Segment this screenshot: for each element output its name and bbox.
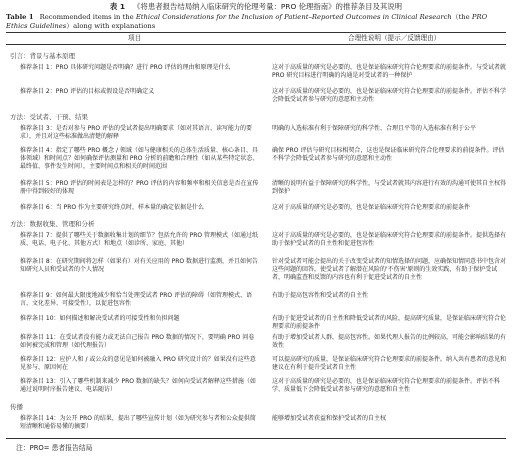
row-item: 推荐条目 7：提供了哪些关于数据收集计划的细节？包括允许的 PRO 管理模式（如通过纸质、电话、电子化、其他方式）和地点（如诊所、家庭、其他）: [20, 232, 259, 248]
column-header-item: 项目: [128, 34, 142, 42]
row-explanation: 清晰的说明有益于保障研究的科学性，与受试者就其内容进行有效的沟通可使其自主权得到保护: [272, 180, 507, 196]
row-item: 推荐条目 12：应护人和 / 或公众的意见是如何被融入 PRO 研究设计的？如果没有这些意见参与，原因何在: [20, 356, 256, 372]
row-explanation: 确保 PRO 评估与研究目标相契合，这也是保证临床研究符合伦理要求的前提条件。评估不科学会降低受试者参与研究的意愿和主动性: [272, 147, 505, 163]
title-en-italic: Ethical Considerations for the Inclusion of Patient–Reported Outcomes in Clinical Research: [135, 13, 452, 21]
row-explanation: 这对于高质量的研究是必要的，也是保证临床研究符合伦理要求的前提条件。与受试者就 PRO 研究目标进行明确的沟通是对受试者的一种保护: [272, 64, 507, 80]
row-explanation: 这对于高质量的研究是必要的，也是保证临床研究符合伦理要求的前提条件: [272, 204, 471, 211]
row-explanation: 这对于高质量的研究是必要的，也是保证临床研究符合伦理要求的前提条件。评估不科学会降低受试者参与研究的意愿和主动性: [272, 88, 507, 104]
table-caption-en: [6, 13, 506, 31]
column-header-explanation: 合理性说明（提示／反馈理由）: [348, 34, 441, 42]
row-explanation: 可以提高研究的质量，是保证临床研究符合伦理要求的前提条件。纳入共有患者的意见和建议在有利于提升受试者自主性: [272, 356, 507, 372]
section-title: 引言：背景与基本原理: [10, 52, 75, 60]
row-item: 推荐条目 10：如何描述和解决受试者的可接受性和负担问题: [20, 315, 180, 322]
row-item: 推荐条目 14：为公开 PRO 的结果，提出了哪些宣传计划（如为研究参与者和公众提供简短清晰和通俗易懂的摘要）: [20, 415, 256, 431]
row-explanation: 有助于提高包容性和受试者的自主性: [272, 292, 369, 299]
row-item: 推荐条目 9：如何最大限度地减少和恰当处理受试者 PRO 评估的障碍（如管理模式、语言、文化差异、可接受性），以促进包容性: [20, 292, 253, 308]
section-title: 方法：受试者、干预、结果: [10, 113, 88, 121]
title-en-mid: （the: [451, 13, 472, 21]
title-en-post: ）along with explanations: [66, 22, 156, 30]
row-item: 推荐条目 4：指定了哪些 PRO 概念 / 领域（如与健康相关的总体生活质量、核心条目、具体领域）和时间点？如何确保评估测量和 PRO 分析的前瞻和合理性（如从某些特定状态、最终值、事件发生时间），主要时间点和相关的时间范围: [20, 147, 259, 171]
table-caption-cn: [0, 2, 512, 12]
table-title-cn: 《将患者报告结局纳入临床研究的伦理考量：PRO 伦理指南》的推荐条目及其说明: [133, 2, 403, 11]
row-item: 推荐条目 13：引入了哪些机制来减少 PRO 数据的缺失？如何向受试者解释这些措施（如通过说明时序报告建议、电话随访）: [20, 378, 256, 394]
table-footnote: 注：PRO= 患者报告结局: [16, 444, 93, 452]
title-en-pre: Recommended items in the: [39, 13, 136, 21]
row-explanation: 能够增加受试者获益和保护受试者的自主权: [272, 415, 387, 422]
table-top-rule: [6, 32, 506, 33]
table-bottom-rule: [6, 438, 506, 439]
row-item: 推荐条目 8：在研究期间将怎样（如果有）对有关应用的 PRO 数据进行监测，并且如何告知研究人员和受试者的个人情况: [20, 258, 259, 274]
row-explanation: 这对于高质量的研究是必要的，也是保证临床研究符合伦理要求的前提条件。评估不科学、质量低下会降低受试者参与研究的意愿和自主性: [272, 378, 501, 394]
row-item: 推荐条目 11：在受试者没有能力或无法自己报告 PRO 数据的情况下，要明确 PRO 问卷如何被完成和管理（如代理报告）: [20, 334, 255, 350]
table-label-cn: 表 1: [109, 2, 126, 11]
section-title: 方法：数据收集、管理和分析: [10, 220, 95, 228]
row-item: 推荐条目 5：PRO 评估的时间表是怎样的？PRO 评估的内容和频率和相关信息是否在宣传册中得到较好的体现: [20, 180, 259, 196]
row-explanation: 有助于增加受试者人群，提高包容性。如果代理人报告的比例较高，可能会影响结果的有效性: [272, 334, 507, 350]
row-explanation: 针对受试者可能会提出的关于改变受试者的知情选择的问题，应确保知情同意书中包含对这些问题的回答，使受试者了解潜在风险的'不伤害'原则的生效实践，有助于保护受试者，明确监查和反馈的内容也有利于促进受试者的自主性: [272, 258, 507, 282]
row-item: 推荐条目 3：是否对参与 PRO 评估的受试者提出明确要求（如对其语言、读写能力的要求），并且对这些标准做出清楚的解释: [20, 125, 253, 141]
title-en-italic2: PRO Ethics Guidelines: [6, 13, 488, 30]
row-item: 推荐条目 2：PRO 评估的目标或假设是否明确定义: [20, 88, 155, 95]
section-title: 传播: [10, 403, 23, 411]
row-explanation: 这对于高质量的研究是必要的，也是保证临床研究符合伦理要求的前提条件。提供选择有助于保护受试者的自主性和促进包容性: [272, 232, 507, 248]
row-item: 推荐条目 1：PRO 具体研究问题是否明确？进行 PRO 评估的理由和原理是什么: [20, 64, 231, 71]
row-explanation: 有助于促进受试者的自主性和降低受试者的风险，提高研究质量，是保证临床研究符合伦理要求的前提条件: [272, 315, 507, 331]
table-label-en: Table 1: [6, 13, 34, 21]
row-item: 推荐条目 6：当 PRO 作为主要研究终点时，样本量的确定依据是什么: [20, 204, 205, 211]
row-explanation: 明确的入选标准有利于保障研究的科学性、合理且平等的入选标准有利于公平: [272, 125, 477, 132]
table-header-rule: [6, 44, 506, 45]
